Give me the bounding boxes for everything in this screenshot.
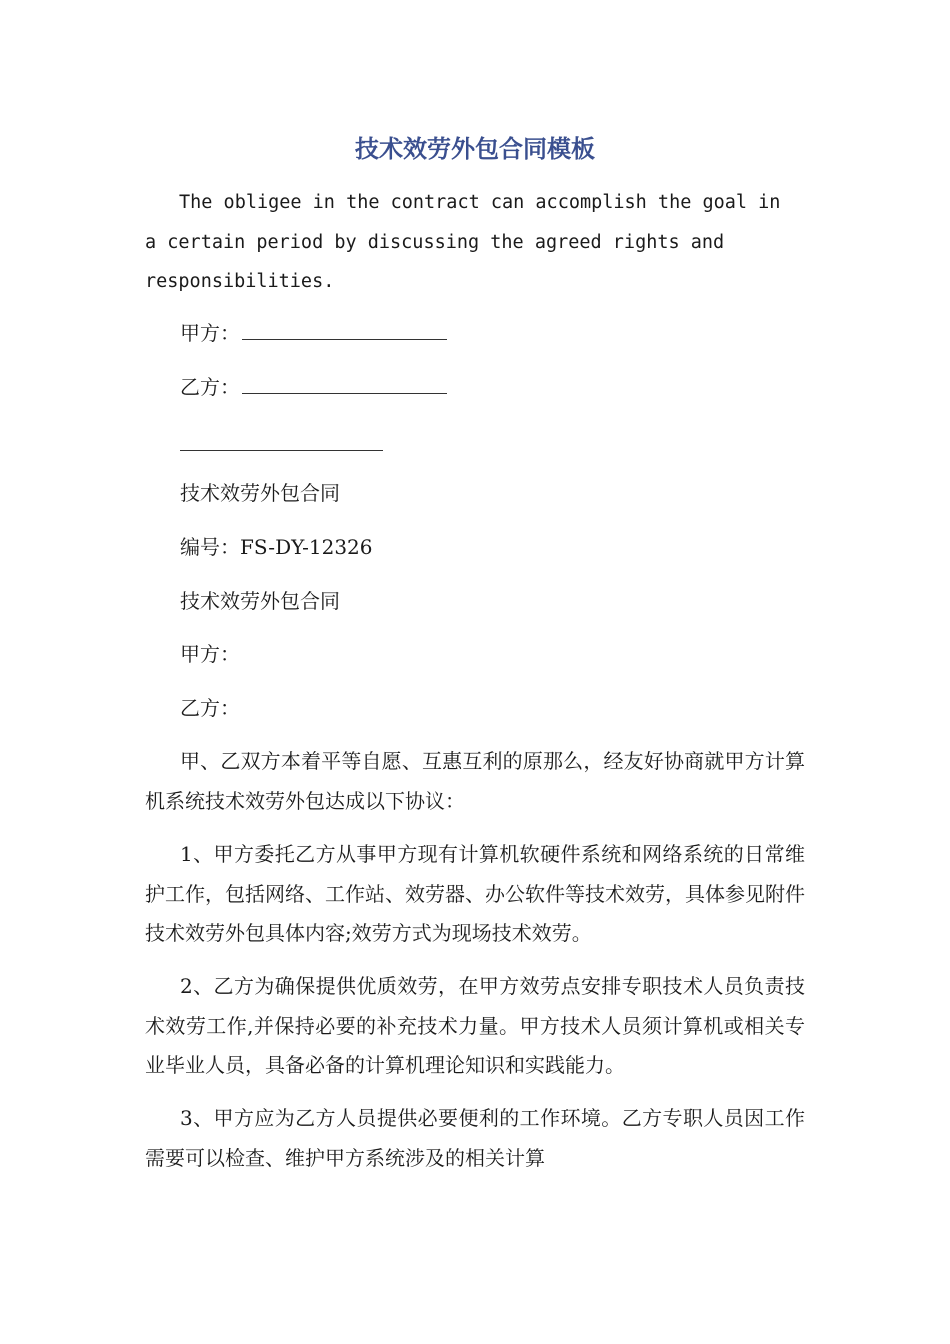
intro-paragraph: The obligee in the contract can accomplish the goal in a certain period by discussing the agreed rights and responsibilities.	[145, 192, 781, 292]
party-b-blank	[242, 375, 447, 394]
contract-name-2: 技术效劳外包合同	[180, 589, 340, 613]
party-b-label: 乙方：	[180, 696, 240, 720]
party-a-signature-line	[180, 318, 447, 348]
contract-name-1: 技术效劳外包合同	[180, 481, 340, 505]
paragraph-clause-1: 1、甲方委托乙方从事甲方现有计算机软硬件系统和网络系统的日常维护工作，包括网络、工作站、效劳器、办公软件等技术效劳，具体参见附件技术效劳外包具体内容;效劳方式为现场技术效劳。	[145, 842, 805, 945]
paragraph-clause-2: 2、乙方为确保提供优质效劳，在甲方效劳点安排专职技术人员负责技术效劳工作,并保持必要的补充技术力量。甲方技术人员须计算机或相关专业毕业人员，具备必备的计算机理论知识和实践能力。	[145, 974, 805, 1077]
paragraph-preamble: 甲、乙双方本着平等自愿、互惠互利的原那么，经友好协商就甲方计算机系统技术效劳外包达成以下协议：	[145, 749, 805, 813]
party-a-blank-label: 甲方：	[180, 321, 240, 345]
party-b-blank-label: 乙方：	[180, 375, 240, 399]
party-b-signature-line	[180, 372, 447, 402]
party-a-blank	[242, 321, 447, 340]
party-a-label: 甲方：	[180, 642, 240, 666]
serial-number: 编号：FS-DY-12326	[180, 535, 373, 559]
document-title: 技术效劳外包合同模板	[355, 135, 595, 163]
separator-rule	[180, 450, 383, 451]
paragraph-clause-3: 3、甲方应为乙方人员提供必要便利的工作环境。乙方专职人员因工作需要可以检查、维护甲方系统涉及的相关计算	[145, 1106, 805, 1170]
